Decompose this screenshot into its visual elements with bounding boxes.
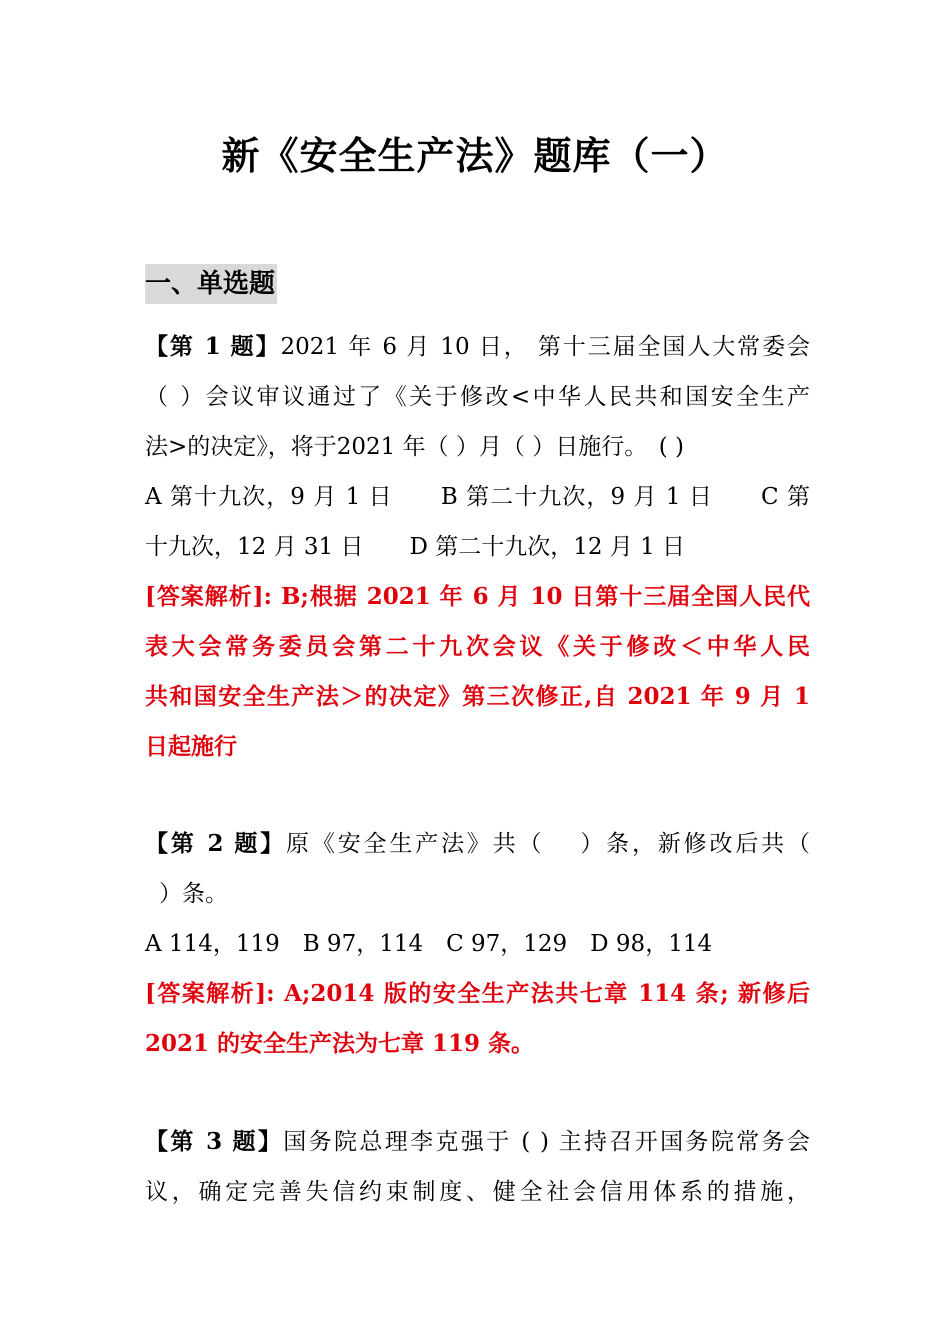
question-1-answer-4: 日起施行 [145,733,237,760]
document-title: 新《安全生产法》题库（一） [221,134,729,178]
question-3-line-2: 议，确定完善失信约束制度、健全社会信用体系的措施， [145,1179,810,1205]
question-2-line-1 [145,819,810,869]
question-3-line-1 [145,1117,810,1167]
question-1-line-1 [145,322,810,372]
question-3 [145,1117,810,1217]
question-2-line-2: ）条。 [159,881,228,907]
question-1-answer-1: [答案解析]: B;根据 2021 年 6 月 10 日第十三届全国人民代 [145,583,810,610]
question-2-answer-1: [答案解析]: A;2014 版的安全生产法共七章 114 条; 新修后 [145,980,810,1007]
question-3-number: 【第 3 题】 [145,1128,284,1155]
question-1-options-1: A 第十九次，9 月 1 日 B 第二十九次，9 月 1 日 C 第 [145,484,810,510]
question-1-line-3: 法>的决定》，将于2021 年（ ）月（ ）日施行。 ( ) [145,434,684,460]
question-1-number: 【第 1 题】 [145,333,281,360]
question-1-options-2: 十九次，12 月 31 日 D 第二十九次，12 月 1 日 [145,534,686,560]
question-2-number: 【第 2 题】 [145,830,287,857]
question-1-answer-3: 共和国安全生产法＞的决定》第三次修正,自 2021 年 9 月 1 [145,683,810,710]
question-2-options-1: A 114，119 B 97，114 C 97，129 D 98，114 [145,931,713,957]
question-2 [145,819,810,1069]
question-1-line-2: （ ）会议审议通过了《关于修改<中华人民共和国安全生产 [145,384,810,410]
question-1-text-1: 2021 年 6 月 10 日， 第十三届全国人大常委会 [280,334,810,360]
question-1-answer-2: 表大会常务委员会第二十九次会议《关于修改＜中华人民 [145,633,810,660]
question-2-text-1: 原《安全生产法》共（ ）条，新修改后共（ [286,831,811,857]
section-heading: 一、单选题 [145,264,277,304]
question-2-answer-2: 2021 的安全生产法为七章 119 条。 [145,1030,535,1057]
question-3-text-1: 国务院总理李克强于 ( ) 主持召开国务院常务会 [283,1129,810,1155]
question-1 [145,322,810,772]
